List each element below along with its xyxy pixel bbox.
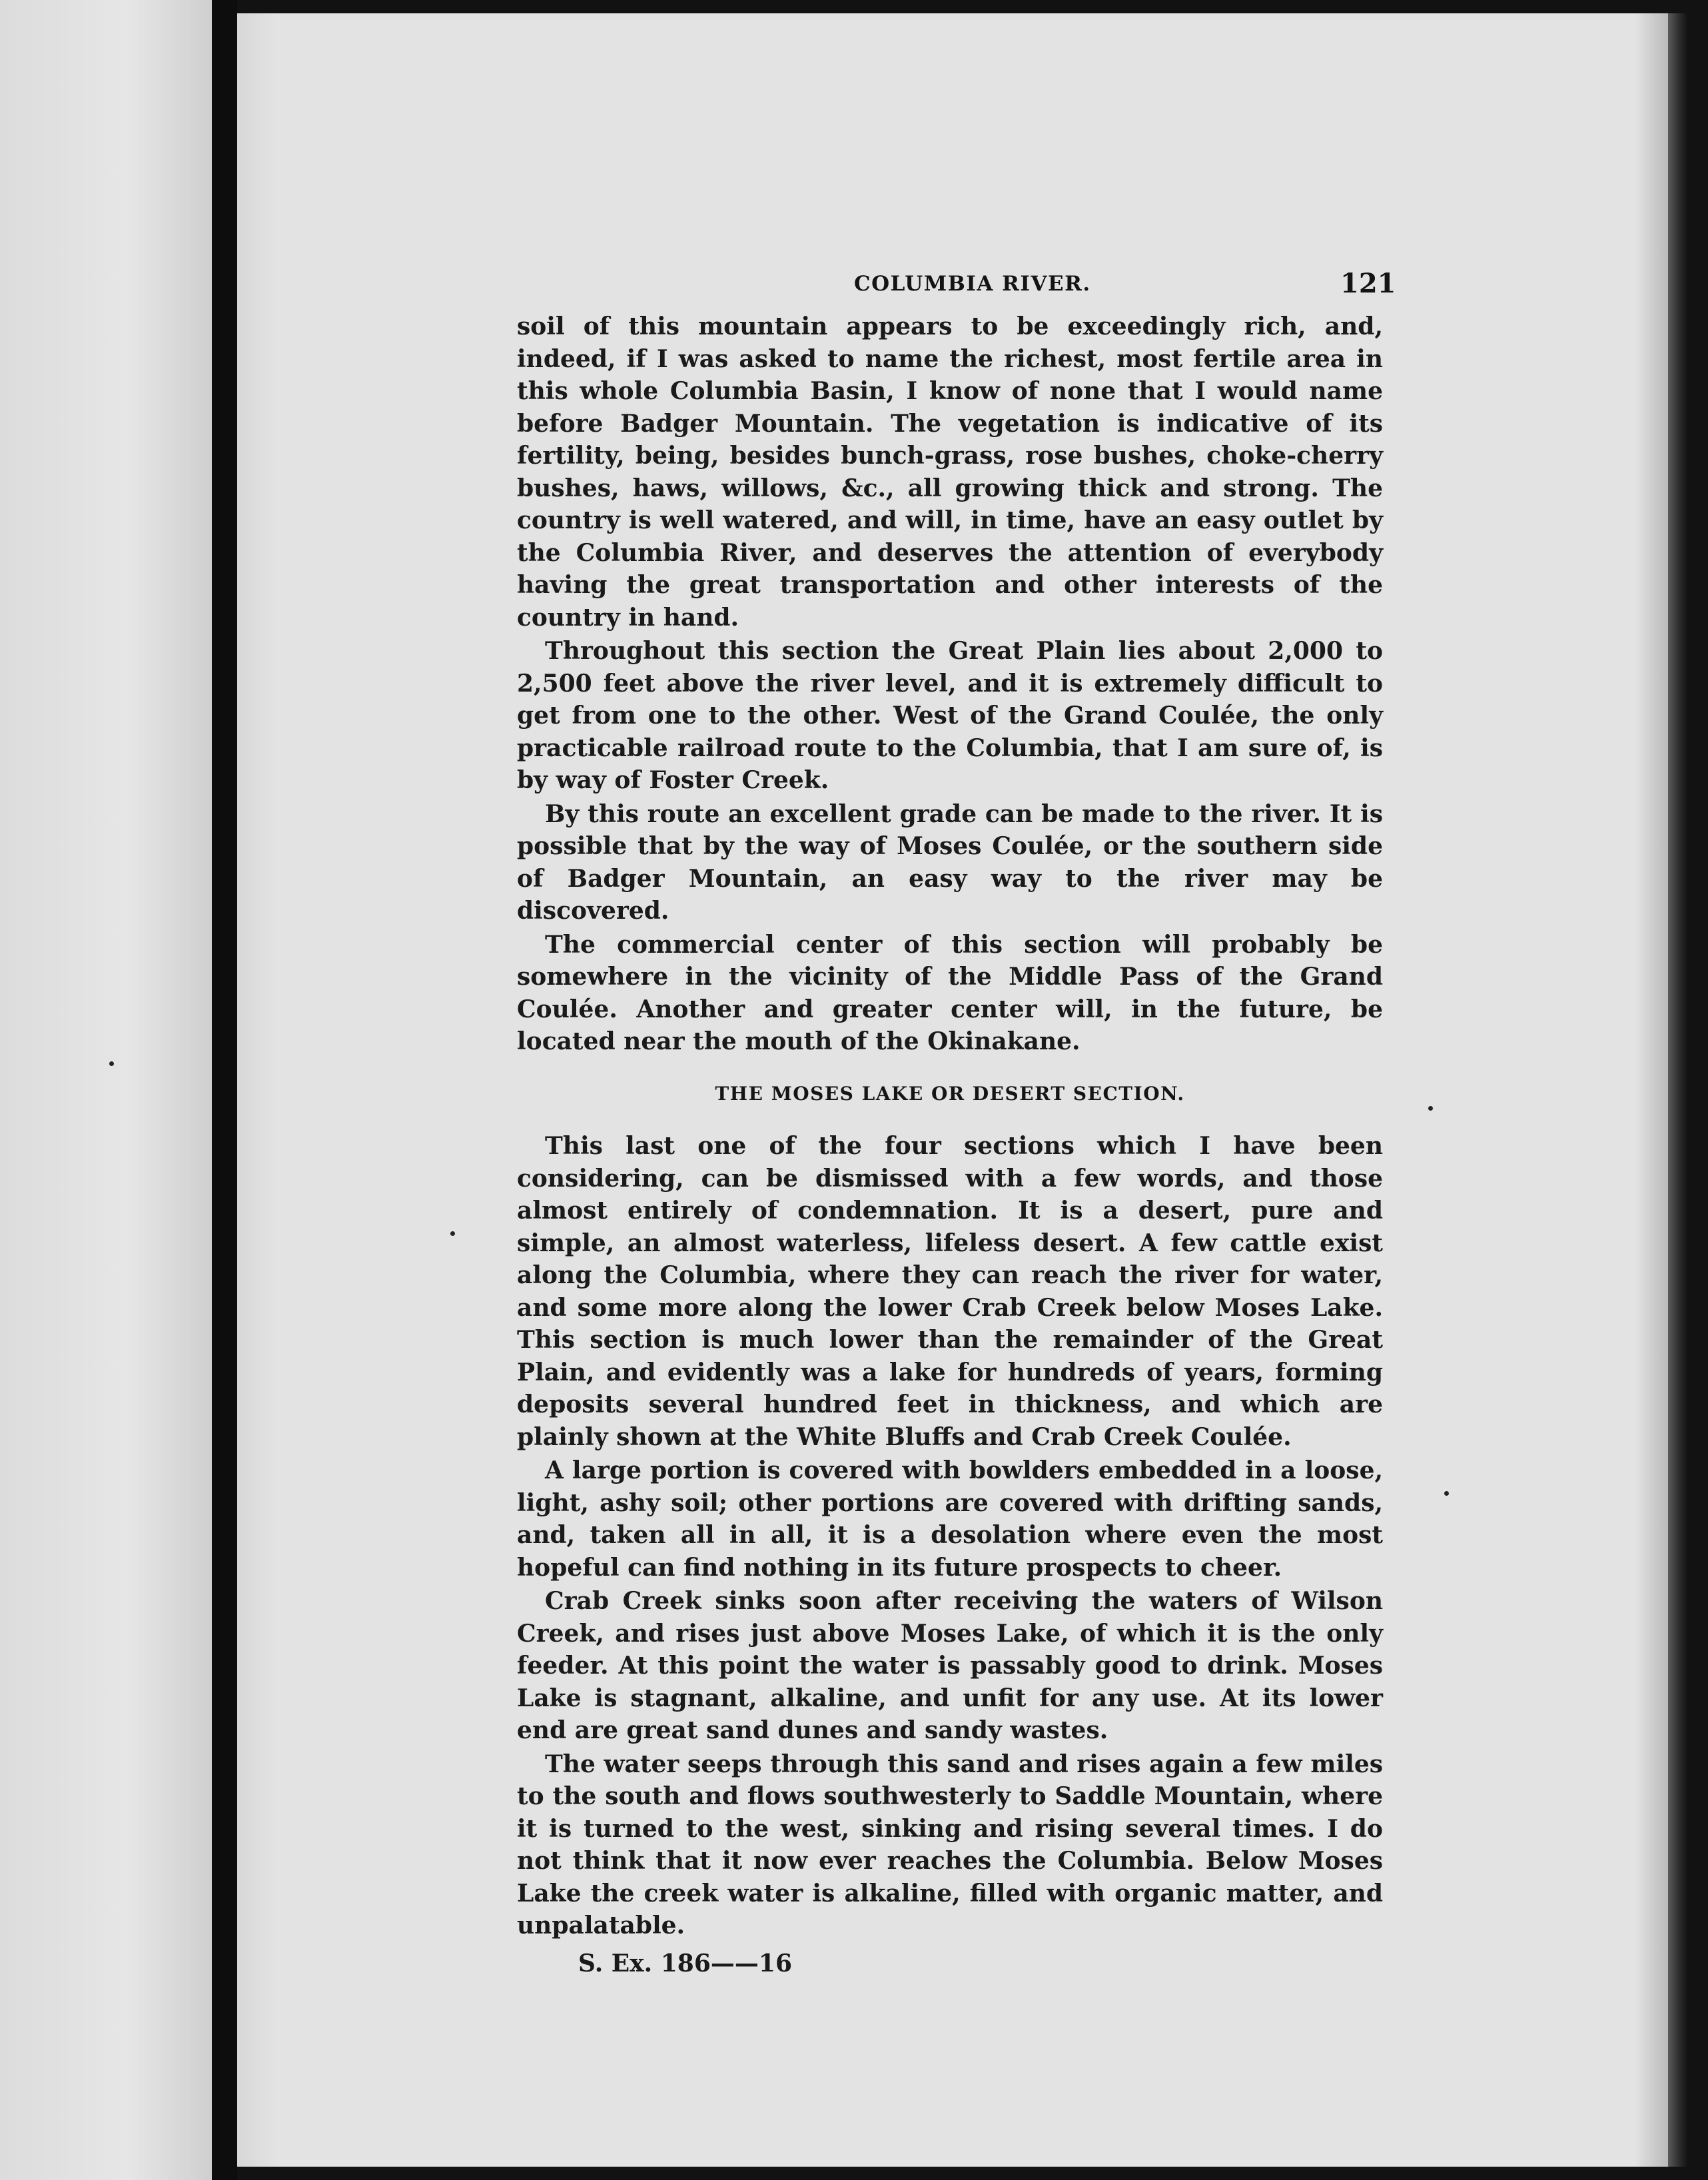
paragraph: This last one of the four sections which I have been considering, can be dismissed with a few words, and those almost entirely of condemnation. It is a desert, pure and simple, an almost waterless, lifeless desert. A few cattle exist along the Columbia, where they can reach the river for water, and some more along the lower Crab Creek below Moses Lake. This section is much lower than the remainder of the Great Plain, and evidently was a lake for hundreds of years, forming deposits several hundred feet in thickness, and which are plainly shown at the White Bluffs and Crab Creek Coulée. xyxy=(517,1132,1383,1451)
ink-speck xyxy=(450,1231,455,1236)
page-number: 121 xyxy=(1340,268,1396,299)
ink-speck xyxy=(1444,1491,1449,1496)
signature-line: S. Ex. 186——16 xyxy=(578,1949,792,1977)
page-edge-shadow xyxy=(1668,13,1688,2167)
ink-speck xyxy=(109,1061,114,1066)
book-page xyxy=(237,13,1668,2167)
section-heading: THE MOSES LAKE OR DESERT SECTION. xyxy=(715,1082,1185,1105)
paragraph: By this route an excellent grade can be made to the river. It is possible that by the way of Moses Coulée, or the southern side of Badger Mountain, an easy way to the river may be discovered. xyxy=(517,800,1383,925)
ink-speck xyxy=(1428,1106,1433,1111)
running-head-title: COLUMBIA RIVER. xyxy=(854,272,1091,296)
paragraph: A large portion is covered with bowlders embedded in a loose, light, ashy soil; other portions are covered with drifting sands, and, taken all in all, it is a desolation where even the most hopeful can find nothing in its future prospects to cheer. xyxy=(517,1456,1383,1582)
paragraph: The commercial center of this section will probably be somewhere in the vicinity of the Middle Pass of the Grand Coulée. Another and greater center will, in the future, be located near the mouth of the Okinakane. xyxy=(517,930,1383,1055)
book-gutter xyxy=(212,0,237,2180)
paragraph: The water seeps through this sand and rises again a few miles to the south and flows southwesterly to Saddle Mountain, where it is turned to the west, sinking and rising several times. I do not think that it now ever reaches the Columbia. Below Moses Lake the creek water is alkaline, filled with organic matter, and unpalatable. xyxy=(517,1750,1383,1939)
paragraph: Crab Creek sinks soon after receiving the waters of Wilson Creek, and rises just above Moses Lake, of which it is the only feeder. At this point the water is passably good to drink. Moses Lake is stagnant, alkaline, and unfit for any use. At its lower end are great sand dunes and sandy wastes. xyxy=(517,1587,1383,1744)
running-head xyxy=(237,268,1668,308)
paragraph: soil of this mountain appears to be exceedingly rich, and, indeed, if I was asked to name the richest, most fertile area in this whole Columbia Basin, I know of none that I would name before Badger Mountain. The vegetation is indicative of its fertility, being, besides bunch-grass, rose bushes, choke-cherry bushes, haws, willows, &c., all growing thick and strong. The country is well watered, and will, in time, have an easy outlet by the Columbia River, and deserves the attention of everybody having the great transportation and other interests of the country in hand. xyxy=(517,312,1383,632)
facing-page-edge xyxy=(0,0,212,2180)
paragraph: Throughout this section the Great Plain lies about 2,000 to 2,500 feet above the river level, and it is extremely difficult to get from one to the other. West of the Grand Coulée, the only practicable railroad route to the Columbia, that I am sure of, is by way of Foster Creek. xyxy=(517,637,1383,794)
body-text xyxy=(517,310,1383,1979)
